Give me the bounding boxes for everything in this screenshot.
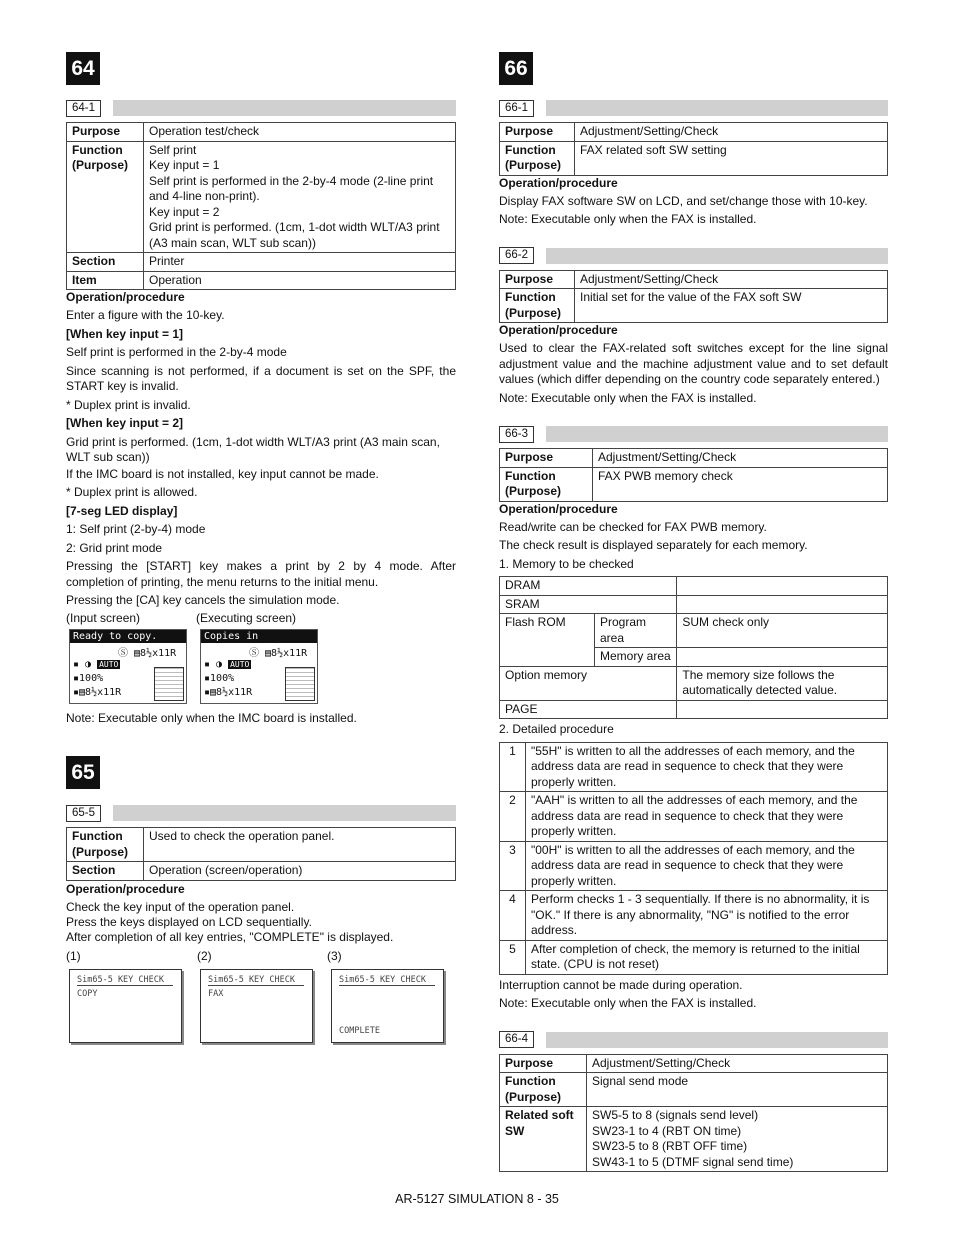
row-value: FAX PWB memory check (593, 467, 888, 501)
table-row (500, 1054, 888, 1073)
paragraph: The check result is displayed separately for each memory. (499, 538, 808, 552)
lcd-title: Ready to copy. (70, 630, 186, 643)
subsection-header-64-1 (66, 100, 456, 116)
row-key: Purpose (500, 1054, 587, 1073)
table-row (500, 940, 888, 974)
table-row (500, 289, 888, 323)
row-key: Purpose (67, 123, 144, 142)
lcd-tray-size: 8½x11R (216, 687, 253, 698)
lcd-auto: AUTO (230, 660, 250, 669)
lcd-paper: Ⓢ ▤8½x11R (249, 648, 308, 659)
row-key: Section (67, 253, 144, 272)
subsection-header-66-4 (499, 1032, 888, 1048)
step-text: Perform checks 1 - 3 sequentially. If there is no abnormality, it is "OK." If there is any abnormality, "NG" is notified to the error address. (526, 891, 888, 941)
screen-title: Sim65-5 KEY CHECK (208, 975, 304, 986)
subsection-label: 66-2 (499, 247, 534, 264)
left-column (66, 52, 456, 629)
screen-title: Sim65-5 KEY CHECK (339, 975, 435, 986)
step-number: 3 (500, 841, 526, 891)
row-key: Related soft SW (500, 1107, 587, 1172)
step-number: 1 (500, 742, 526, 792)
memory-cell: Option memory (500, 666, 677, 700)
header-bar (113, 805, 456, 821)
value-line: SW23-5 to 8 (RBT OFF time) (592, 1139, 748, 1153)
table-row (500, 614, 888, 648)
row-key: Purpose (500, 449, 593, 468)
row-value: Operation (screen/operation) (144, 862, 456, 881)
row-value: Adjustment/Setting/Check (587, 1054, 888, 1073)
row-key: Section (67, 862, 144, 881)
table-row (500, 792, 888, 842)
subsection-label: 66-3 (499, 426, 534, 443)
header-bar (113, 100, 456, 116)
lcd-tray-size: 8½x11R (85, 687, 122, 698)
table-row (500, 270, 888, 289)
lcd-zoom-value: 100% (210, 673, 235, 684)
lcd-zoom: ▪100% (73, 673, 104, 684)
paragraph: Since scanning is not performed, if a document is set on the SPF, the START key is invalid. (66, 363, 456, 393)
step-text: "00H" is written to all the addresses of each memory, and the address data are read in sequence to check that they were properly written. (526, 841, 888, 891)
paragraph: Pressing the [CA] key cancels the simulation mode. (66, 593, 340, 607)
row-value (144, 141, 456, 253)
input-screen-label: (Input screen) (66, 610, 141, 625)
lcd-mode: ▪ ◑ AUTO (73, 659, 119, 670)
lcd-title: Copies in progress. (201, 630, 317, 643)
value-line: Key input = 1 (149, 158, 220, 172)
row-key: Function (Purpose) (500, 141, 575, 175)
lcd-paper-size: 8½x11R (140, 648, 177, 659)
value-line: Key input = 2 (149, 204, 220, 219)
step-text: "55H" is written to all the addresses of each memory, and the address data are read in sequence to check that they were properly written. (526, 742, 888, 792)
step-number: 4 (500, 891, 526, 941)
row-key: Function (Purpose) (67, 828, 144, 862)
screen-text: COPY (77, 989, 98, 999)
op-heading: Operation/procedure (66, 881, 185, 896)
input-screen-image (69, 629, 187, 704)
table-66-3 (499, 448, 888, 502)
row-value: Signal send mode (587, 1073, 888, 1107)
table-row (500, 1107, 888, 1172)
note-64: Note: Executable only when the IMC board is installed. (66, 711, 357, 725)
table-64-1 (66, 122, 456, 290)
lcd-zoom-value: 100% (79, 673, 104, 684)
step-number: 2 (500, 792, 526, 842)
row-key: Purpose (500, 123, 575, 142)
paragraph: Interruption cannot be made during operation. (499, 977, 743, 992)
table-row (67, 123, 456, 142)
table-65-5 (66, 827, 456, 881)
paragraph: Press the keys displayed on LCD sequentially. (66, 914, 312, 929)
table-row (500, 577, 888, 596)
header-bar (546, 100, 888, 116)
row-key: Item (67, 271, 144, 290)
step-text: "AAH" is written to all the addresses of each memory, and the address data are read in sequence to check that they were properly written. (526, 792, 888, 842)
memory-cell: The memory size follows the automatically detected value. (677, 666, 888, 700)
table-row (500, 467, 888, 501)
table-row (500, 700, 888, 719)
op-heading: Operation/procedure (499, 175, 618, 190)
paragraph: If the IMC board is not installed, key input cannot be made. (66, 466, 379, 481)
screen-title: Sim65-5 KEY CHECK (77, 975, 173, 986)
table-row (67, 828, 456, 862)
section-number-66: 66 (499, 52, 533, 85)
key-check-screen-2 (200, 969, 313, 1043)
subsection-label: 65-5 (66, 805, 101, 822)
paragraph: * Duplex print is invalid. (66, 397, 191, 412)
subheading: [When key input = 1] (66, 326, 184, 341)
table-row (500, 1073, 888, 1107)
subsection-label: 66-4 (499, 1031, 534, 1048)
note: Note: Executable only when the FAX is installed. (499, 212, 757, 226)
paragraph: Check the key input of the operation panel. (66, 899, 295, 914)
table-row (500, 891, 888, 941)
header-bar (546, 1032, 888, 1048)
table-row (500, 666, 888, 700)
paragraph: Grid print is performed. (1cm, 1-dot width WLT/A3 print (A3 main scan, WLT sub scan)) (66, 434, 440, 464)
step-text: After completion of check, the memory is returned to the initial state. (CPU is not reset) (526, 940, 888, 974)
paragraph: 2: Grid print mode (66, 540, 163, 555)
screen-label-2: (2) (197, 949, 212, 963)
value-line: Self print is performed in the 2-by-4 mode (2-line print and 4-line non-print). (149, 173, 434, 203)
row-value: Adjustment/Setting/Check (593, 449, 888, 468)
page-footer: AR-5127 SIMULATION 8 - 35 (395, 1192, 559, 1206)
memory-cell: Memory area (595, 648, 677, 667)
copier-icon (285, 667, 315, 701)
paragraph: After completion of all key entries, "COMPLETE" is displayed. (66, 929, 394, 944)
memory-table (499, 576, 888, 719)
memory-cell: Program area (595, 614, 677, 648)
op-heading: Operation/procedure (66, 290, 185, 304)
subheading: [7-seg LED display] (66, 503, 178, 518)
memory-cell (677, 648, 888, 667)
list-heading: 2. Detailed procedure (499, 722, 614, 736)
section-number-65: 65 (66, 756, 100, 789)
memory-cell (677, 595, 888, 614)
row-value: FAX related soft SW setting (575, 141, 888, 175)
subheading: [When key input = 2] (66, 416, 184, 430)
table-row (500, 123, 888, 142)
memory-cell: Flash ROM (500, 614, 595, 667)
list-heading: 1. Memory to be checked (499, 556, 634, 571)
lcd-tray: ▪▤8½x11R (73, 687, 122, 698)
table-row (500, 595, 888, 614)
header-bar (546, 248, 888, 264)
executing-screen-label: (Executing screen) (196, 610, 297, 625)
copier-icon (154, 667, 184, 701)
executing-screen-image (200, 629, 318, 704)
paragraph: Enter a figure with the 10-key. (66, 308, 225, 322)
op-heading: Operation/procedure (499, 501, 618, 516)
key-check-screen-1 (69, 969, 182, 1043)
row-key: Function (Purpose) (500, 289, 575, 323)
lcd-auto: AUTO (99, 660, 119, 669)
paragraph: Pressing the [START] key makes a print by 2 by 4 mode. After completion of printing, the menu returns to the initial menu. (66, 559, 456, 589)
table-row (500, 141, 888, 175)
lcd-mode: ▪ ◑ AUTO (204, 659, 250, 670)
paragraph: 1: Self print (2-by-4) mode (66, 522, 206, 536)
table-row (67, 271, 456, 290)
subsection-header-66-1 (499, 100, 888, 116)
lcd-tray: ▪▤8½x11R (204, 687, 253, 698)
row-value (587, 1107, 888, 1172)
table-66-4 (499, 1054, 888, 1173)
row-value: Used to check the operation panel. (144, 828, 456, 862)
row-value: Printer (144, 253, 456, 272)
memory-cell: SUM check only (677, 614, 888, 648)
subsection-header-66-2 (499, 248, 888, 264)
op-heading: Operation/procedure (499, 323, 618, 337)
note: Note: Executable only when the FAX is installed. (499, 996, 757, 1010)
subsection-label: 66-1 (499, 100, 534, 117)
row-key: Function (Purpose) (500, 1073, 587, 1107)
row-value: Operation test/check (144, 123, 456, 142)
section-number-64: 64 (66, 52, 100, 85)
row-value: Initial set for the value of the FAX soft SW (575, 289, 888, 323)
subsection-header-66-3 (499, 426, 888, 442)
table-row (500, 841, 888, 891)
memory-cell: SRAM (500, 595, 677, 614)
screen-text: COMPLETE (339, 1026, 380, 1036)
lcd-paper: Ⓢ ▤8½x11R (118, 648, 177, 659)
row-value: Adjustment/Setting/Check (575, 123, 888, 142)
subsection-header-65-5 (66, 805, 456, 821)
table-66-2 (499, 270, 888, 324)
value-line: Grid print is performed. (1cm, 1-dot width WLT/A3 print (A3 main scan, WLT sub scan)) (149, 220, 440, 250)
key-check-screen-3 (331, 969, 444, 1043)
step-number: 5 (500, 940, 526, 974)
row-key: Purpose (500, 270, 575, 289)
table-row (67, 141, 456, 253)
screen-label-3: (3) (327, 949, 342, 963)
lcd-paper-size: 8½x11R (271, 648, 308, 659)
screen-label-1: (1) (66, 949, 81, 963)
screen-text: FAX (208, 989, 224, 999)
note: Note: Executable only when the FAX is installed. (499, 390, 757, 405)
table-row (500, 742, 888, 792)
paragraph: Self print is performed in the 2-by-4 mode (66, 345, 287, 359)
paragraph: Used to clear the FAX-related soft switches except for the line signal adjustment value and the machine adjustment value and to set default values (which differ depending on the country code separately entered.) (499, 341, 888, 386)
value-line: SW23-1 to 4 (RBT ON time) (592, 1123, 742, 1138)
row-value: Adjustment/Setting/Check (575, 270, 888, 289)
header-bar (546, 426, 888, 442)
table-row (67, 253, 456, 272)
row-value: Operation (144, 271, 456, 290)
section-65 (66, 756, 456, 945)
memory-cell (677, 700, 888, 719)
row-key: Function (Purpose) (67, 141, 144, 253)
right-column (499, 52, 888, 1172)
value-line: Self print (149, 142, 197, 157)
table-66-1 (499, 122, 888, 176)
memory-cell: PAGE (500, 700, 677, 719)
table-row (67, 862, 456, 881)
table-row (500, 449, 888, 468)
lcd-zoom: ▪100% (204, 673, 235, 684)
memory-cell (677, 577, 888, 596)
screen-labels (66, 611, 456, 629)
value-line: SW5-5 to 8 (signals send level) (592, 1108, 759, 1122)
row-key: Function (Purpose) (500, 467, 593, 501)
paragraph: Read/write can be checked for FAX PWB memory. (499, 519, 767, 534)
subsection-label: 64-1 (66, 100, 101, 117)
procedure-table (499, 742, 888, 975)
memory-cell: DRAM (500, 577, 677, 596)
paragraph: Display FAX software SW on LCD, and set/change those with 10-key. (499, 193, 868, 208)
value-line: SW43-1 to 5 (DTMF signal send time) (592, 1154, 794, 1169)
paragraph: * Duplex print is allowed. (66, 485, 198, 499)
